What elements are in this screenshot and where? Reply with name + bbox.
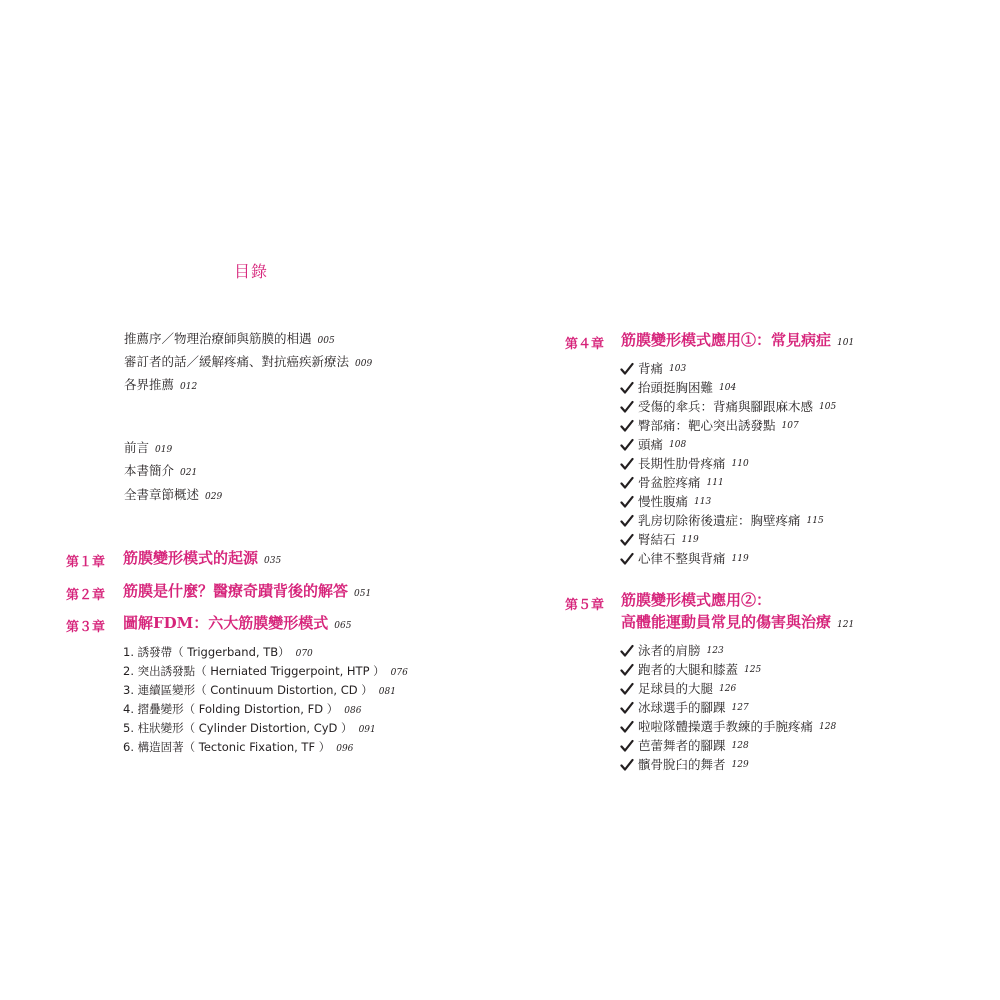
page-number: 086 — [344, 706, 362, 716]
toc-entry[interactable] — [124, 377, 197, 395]
entry-label: 抬頭挺胸困難 — [638, 380, 714, 395]
toc-entry[interactable] — [124, 331, 335, 349]
toc-entry[interactable] — [124, 354, 372, 372]
entry-label: 骨盆腔疼痛 — [638, 475, 701, 490]
entry-label: 各界推薦 — [124, 377, 175, 392]
page-number: 119 — [731, 554, 749, 564]
page-number: 107 — [781, 421, 799, 431]
entry-label: 背痛 — [638, 361, 664, 376]
entry-label: 芭蕾舞者的腳踝 — [638, 738, 726, 753]
check-icon — [620, 552, 634, 566]
check-icon — [620, 419, 634, 433]
page-number: 103 — [669, 364, 687, 374]
check-icon — [620, 476, 634, 490]
page-number: 115 — [806, 516, 824, 526]
entry-label: 4. 摺疊變形（ Folding Distortion, FD ） — [123, 702, 339, 716]
subsection-entry[interactable] — [123, 740, 353, 757]
page-number: 009 — [355, 359, 373, 369]
subsection-entry[interactable] — [123, 664, 408, 681]
chapter-title: 筋膜變形模式應用①：常見病症 — [621, 331, 832, 349]
page-number: 129 — [731, 760, 749, 770]
page-number: 096 — [336, 744, 354, 754]
check-icon — [620, 438, 634, 452]
check-icon — [620, 663, 634, 677]
entry-label: 心律不整與背痛 — [638, 551, 726, 566]
list-item[interactable] — [620, 700, 749, 716]
chapter-title-line-1: 筋膜變形模式應用②： — [621, 591, 772, 609]
entry-label: 審訂者的話／緩解疼痛、對抗癌疾新療法 — [124, 354, 350, 369]
subsection-entry[interactable] — [123, 683, 396, 700]
entry-label: 受傷的傘兵：背痛與腳跟麻木感 — [638, 399, 814, 414]
entry-label: 推薦序／物理治療師與筋膜的相遇 — [124, 331, 312, 346]
list-item[interactable] — [620, 551, 749, 567]
list-item[interactable] — [620, 757, 749, 773]
check-icon — [620, 739, 634, 753]
list-item[interactable] — [620, 418, 799, 434]
chapter-title: 筋膜變形模式的起源 — [123, 549, 259, 567]
page-number: 105 — [819, 402, 837, 412]
chapter-number: 第５章 — [565, 598, 605, 613]
page-number: 101 — [837, 338, 855, 348]
page-number: 019 — [155, 445, 173, 455]
entry-label: 本書簡介 — [124, 463, 175, 478]
chapter-number: 第２章 — [66, 588, 106, 603]
chapter-heading[interactable] — [621, 589, 854, 636]
entry-label: 1. 誘發帶（ Triggerband, TB） — [123, 645, 290, 659]
page-number: 091 — [358, 725, 376, 735]
chapter-heading[interactable] — [123, 580, 371, 605]
page-number: 128 — [819, 722, 837, 732]
entry-label: 髕骨脫臼的舞者 — [638, 757, 726, 772]
entry-label: 跑者的大腿和膝蓋 — [638, 662, 739, 677]
page-number: 110 — [731, 459, 749, 469]
entry-label: 足球員的大腿 — [638, 681, 714, 696]
entry-label: 2. 突出誘發點（ Herniated Triggerpoint, HTP ） — [123, 664, 385, 678]
page-number: 123 — [706, 646, 724, 656]
check-icon — [620, 400, 634, 414]
check-icon — [620, 720, 634, 734]
entry-label: 長期性肋骨疼痛 — [638, 456, 726, 471]
chapter-title-line-2 — [621, 611, 854, 636]
entry-label: 3. 連續區變形（ Continuum Distortion, CD ） — [123, 683, 373, 697]
entry-label: 5. 柱狀變形（ Cylinder Distortion, CyD ） — [123, 721, 353, 735]
page-number: 111 — [706, 478, 724, 488]
page-number: 113 — [694, 497, 712, 507]
page-number: 108 — [669, 440, 687, 450]
list-item[interactable] — [620, 738, 749, 754]
list-item[interactable] — [620, 380, 736, 396]
page-number: 104 — [719, 383, 737, 393]
entry-label: 慢性腹痛 — [638, 494, 689, 509]
page-number: 126 — [719, 684, 737, 694]
page-number: 128 — [731, 741, 749, 751]
entry-label: 臀部痛：靶心突出誘發點 — [638, 418, 776, 433]
list-item[interactable] — [620, 662, 761, 678]
list-item[interactable] — [620, 361, 686, 377]
subsection-entry[interactable] — [123, 721, 376, 738]
check-icon — [620, 457, 634, 471]
page-number: 125 — [744, 665, 762, 675]
list-item[interactable] — [620, 719, 836, 735]
page-number: 051 — [354, 589, 372, 599]
check-icon — [620, 682, 634, 696]
chapter-number: 第４章 — [565, 337, 605, 352]
chapter-title: 筋膜是什麼？醫療奇蹟背後的解答 — [123, 582, 349, 600]
list-item[interactable] — [620, 643, 724, 659]
entry-label: 乳房切除術後遺症：胸壁疼痛 — [638, 513, 801, 528]
check-icon — [620, 514, 634, 528]
chapter-heading[interactable] — [123, 612, 351, 637]
page-number: 065 — [334, 621, 352, 631]
page-number: 127 — [731, 703, 749, 713]
subsection-entry[interactable] — [123, 645, 313, 662]
subsection-entry[interactable] — [123, 702, 361, 719]
entry-label: 全書章節概述 — [124, 487, 200, 502]
chapter-number: 第３章 — [66, 620, 106, 635]
toc-entry[interactable] — [124, 463, 197, 481]
entry-label: 前言 — [124, 440, 150, 455]
page-number: 012 — [180, 382, 198, 392]
entry-label: 啦啦隊體操選手教練的手腕疼痛 — [638, 719, 814, 734]
list-item[interactable] — [620, 681, 736, 697]
entry-label: 頭痛 — [638, 437, 664, 452]
chapter-heading[interactable] — [621, 329, 854, 354]
chapter-title: 高體能運動員常見的傷害與治療 — [621, 613, 832, 631]
page-number: 119 — [681, 535, 699, 545]
check-icon — [620, 644, 634, 658]
page-number: 035 — [264, 556, 282, 566]
list-item[interactable] — [620, 399, 836, 415]
list-item[interactable] — [620, 494, 711, 510]
toc-entry[interactable] — [124, 487, 222, 505]
page-number: 081 — [378, 687, 396, 697]
check-icon — [620, 362, 634, 376]
list-item[interactable] — [620, 437, 686, 453]
chapter-number: 第１章 — [66, 555, 106, 570]
check-icon — [620, 758, 634, 772]
page-number: 021 — [180, 468, 198, 478]
entry-label: 6. 構造固著（ Tectonic Fixation, TF ） — [123, 740, 331, 754]
entry-label: 冰球選手的腳踝 — [638, 700, 726, 715]
list-item[interactable] — [620, 513, 824, 529]
page-number: 121 — [837, 620, 855, 630]
page-number: 070 — [295, 649, 313, 659]
toc-entry[interactable] — [124, 440, 172, 458]
check-icon — [620, 381, 634, 395]
entry-label: 腎結石 — [638, 532, 676, 547]
list-item[interactable] — [620, 456, 749, 472]
chapter-title: 圖解FDM：六大筋膜變形模式 — [123, 614, 329, 632]
check-icon — [620, 701, 634, 715]
page-number: 029 — [205, 492, 223, 502]
page-number: 076 — [390, 668, 408, 678]
chapter-heading[interactable] — [123, 547, 281, 572]
check-icon — [620, 533, 634, 547]
page-title: 目錄 — [234, 262, 269, 281]
list-item[interactable] — [620, 532, 699, 548]
check-icon — [620, 495, 634, 509]
list-item[interactable] — [620, 475, 724, 491]
page-number: 005 — [317, 336, 335, 346]
entry-label: 泳者的肩膀 — [638, 643, 701, 658]
